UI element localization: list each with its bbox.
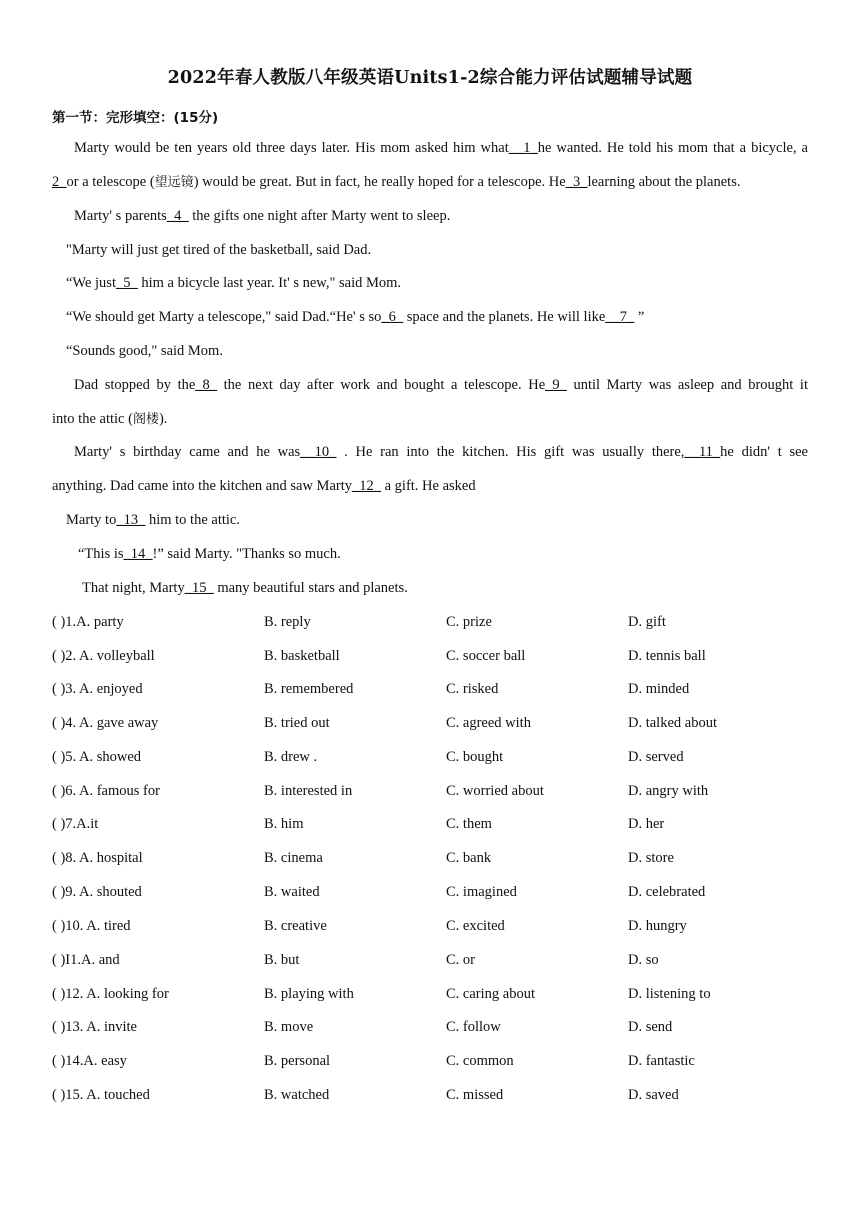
option-row-15 bbox=[52, 1085, 812, 1105]
passage-line-12: Marty to_13_ him to the attic. bbox=[66, 512, 240, 528]
question-option-a: ( )1.A. party bbox=[52, 614, 124, 630]
option-b: B. but bbox=[264, 952, 300, 968]
option-c: C. bought bbox=[446, 749, 504, 765]
question-option-a: ( )I1.A. and bbox=[52, 952, 120, 968]
option-d: D. tennis ball bbox=[628, 648, 706, 664]
option-c: C. bank bbox=[446, 850, 492, 866]
question-option-a: ( )2. A. volleyball bbox=[52, 648, 155, 664]
passage-line-11: anything. Dad came into the kitchen and saw Marty_12_ a gift. He asked bbox=[52, 478, 476, 494]
option-c: C. prize bbox=[446, 614, 492, 630]
option-d: D. talked about bbox=[628, 715, 717, 731]
question-option-a: ( )5. A. showed bbox=[52, 749, 142, 765]
question-option-a: ( )10. A. tired bbox=[52, 918, 131, 934]
option-b: B. remembered bbox=[264, 681, 354, 697]
option-row-13 bbox=[52, 1017, 812, 1037]
option-row-2 bbox=[52, 646, 812, 666]
option-b: B. waited bbox=[264, 884, 320, 900]
option-row-1 bbox=[52, 612, 812, 632]
passage-line-1: Marty would be ten years old three days later. His mom asked him what__1_he wanted. He told his mom that a bicycle, a bbox=[74, 140, 808, 156]
blank-12: _12_ bbox=[351, 478, 381, 494]
option-b: B. cinema bbox=[264, 850, 323, 866]
passage-line-8: Dad stopped by the_8_ the next day after work and bought a telescope. He_9_ until Marty was asleep and brought it bbox=[74, 377, 808, 393]
option-row-11 bbox=[52, 950, 812, 970]
blank-6: _6_ bbox=[381, 309, 404, 325]
blank-13: _13_ bbox=[116, 512, 146, 528]
option-d: D. fantastic bbox=[628, 1053, 695, 1069]
question-option-a: ( )12. A. looking for bbox=[52, 986, 169, 1002]
question-option-a: ( )3. A. enjoyed bbox=[52, 681, 143, 697]
option-row-8 bbox=[52, 848, 812, 868]
option-row-7 bbox=[52, 814, 812, 834]
option-b: B. reply bbox=[264, 614, 311, 630]
section-heading: 第一节：完形填空：(15分) bbox=[52, 110, 219, 126]
blank-10: __10_ bbox=[300, 444, 337, 460]
question-option-a: ( )15. A. touched bbox=[52, 1087, 150, 1103]
option-b: B. interested in bbox=[264, 783, 353, 799]
blank-9: _9_ bbox=[545, 377, 567, 393]
option-b: B. move bbox=[264, 1019, 314, 1035]
option-d: D. minded bbox=[628, 681, 690, 697]
option-b: B. creative bbox=[264, 918, 327, 934]
passage-line-2: 2_or a telescope (望远镜) would be great. But in fact, he really hoped for a telescope. He_3_learning about the planets. bbox=[52, 174, 741, 190]
option-c: C. common bbox=[446, 1053, 514, 1069]
option-d: D. send bbox=[628, 1019, 673, 1035]
option-d: D. so bbox=[628, 952, 659, 968]
option-d: D. hungry bbox=[628, 918, 687, 934]
blank-4: _4_ bbox=[166, 208, 189, 224]
passage-line-4: "Marty will just get tired of the basketball, said Dad. bbox=[66, 242, 372, 258]
option-c: C. soccer ball bbox=[446, 648, 526, 664]
passage-line-10: Marty' s birthday came and he was__10_ . He ran into the kitchen. His gift was usually there,__11_he didn' t see bbox=[74, 444, 808, 460]
option-d: D. served bbox=[628, 749, 684, 765]
blank-3: _3_ bbox=[565, 174, 588, 190]
blank-11: __11_ bbox=[684, 444, 721, 460]
option-b: B. basketball bbox=[264, 648, 340, 664]
passage-line-7: “Sounds good," said Mom. bbox=[66, 343, 223, 359]
option-c: C. follow bbox=[446, 1019, 501, 1035]
blank-1: __1_ bbox=[508, 140, 538, 156]
option-row-3 bbox=[52, 679, 812, 699]
question-option-a: ( )13. A. invite bbox=[52, 1019, 137, 1035]
question-option-a: ( )9. A. shouted bbox=[52, 884, 142, 900]
option-d: D. angry with bbox=[628, 783, 709, 799]
question-option-a: ( )14.A. easy bbox=[52, 1053, 127, 1069]
passage-line-5: “We just_5_ him a bicycle last year. It' s new," said Mom. bbox=[66, 275, 402, 291]
passage-line-6: “We should get Marty a telescope," said Dad.“He' s so_6_ space and the planets. He will like__7_ ” bbox=[66, 309, 645, 325]
passage-line-13: “This is_14_!” said Marty. "Thanks so much. bbox=[78, 546, 341, 562]
blank-5: _5_ bbox=[115, 275, 138, 291]
option-d: D. listening to bbox=[628, 986, 711, 1002]
option-row-5 bbox=[52, 747, 812, 767]
option-c: C. risked bbox=[446, 681, 499, 697]
option-b: B. playing with bbox=[264, 986, 354, 1002]
option-c: C. them bbox=[446, 816, 492, 832]
option-d: D. gift bbox=[628, 614, 666, 630]
passage-line-9: into the attic (阁楼). bbox=[52, 411, 168, 427]
question-option-a: ( )6. A. famous for bbox=[52, 783, 160, 799]
option-b: B. tried out bbox=[264, 715, 330, 731]
blank-14: _14_ bbox=[123, 546, 153, 562]
option-c: C. imagined bbox=[446, 884, 517, 900]
option-b: B. him bbox=[264, 816, 304, 832]
option-c: C. caring about bbox=[446, 986, 535, 1002]
option-d: D. saved bbox=[628, 1087, 679, 1103]
blank-8: _8_ bbox=[195, 377, 218, 393]
option-b: B. watched bbox=[264, 1087, 330, 1103]
option-d: D. store bbox=[628, 850, 674, 866]
option-d: D. her bbox=[628, 816, 665, 832]
option-b: B. drew . bbox=[264, 749, 318, 765]
option-c: C. worried about bbox=[446, 783, 544, 799]
question-option-a: ( )7.A.it bbox=[52, 816, 99, 832]
option-c: C. or bbox=[446, 952, 475, 968]
blank-15: _15_ bbox=[184, 580, 214, 596]
option-row-14 bbox=[52, 1051, 812, 1071]
option-c: C. agreed with bbox=[446, 715, 531, 731]
option-c: C. missed bbox=[446, 1087, 504, 1103]
question-option-a: ( )4. A. gave away bbox=[52, 715, 159, 731]
document-title: 2022年春人教版八年级英语Units1-2综合能力评估试题辅导试题 bbox=[167, 68, 693, 88]
passage-line-3: Marty' s parents_4_ the gifts one night after Marty went to sleep. bbox=[74, 208, 451, 224]
option-row-9 bbox=[52, 882, 812, 902]
option-d: D. celebrated bbox=[628, 884, 706, 900]
question-option-a: ( )8. A. hospital bbox=[52, 850, 143, 866]
option-row-4 bbox=[52, 713, 812, 733]
blank-2: 2_ bbox=[52, 174, 67, 190]
option-row-12 bbox=[52, 984, 812, 1004]
option-b: B. personal bbox=[264, 1053, 331, 1069]
option-c: C. excited bbox=[446, 918, 505, 934]
option-row-10 bbox=[52, 916, 812, 936]
option-row-6 bbox=[52, 781, 812, 801]
passage-line-14: That night, Marty_15_ many beautiful stars and planets. bbox=[82, 580, 408, 596]
blank-7: __7_ bbox=[605, 309, 635, 325]
